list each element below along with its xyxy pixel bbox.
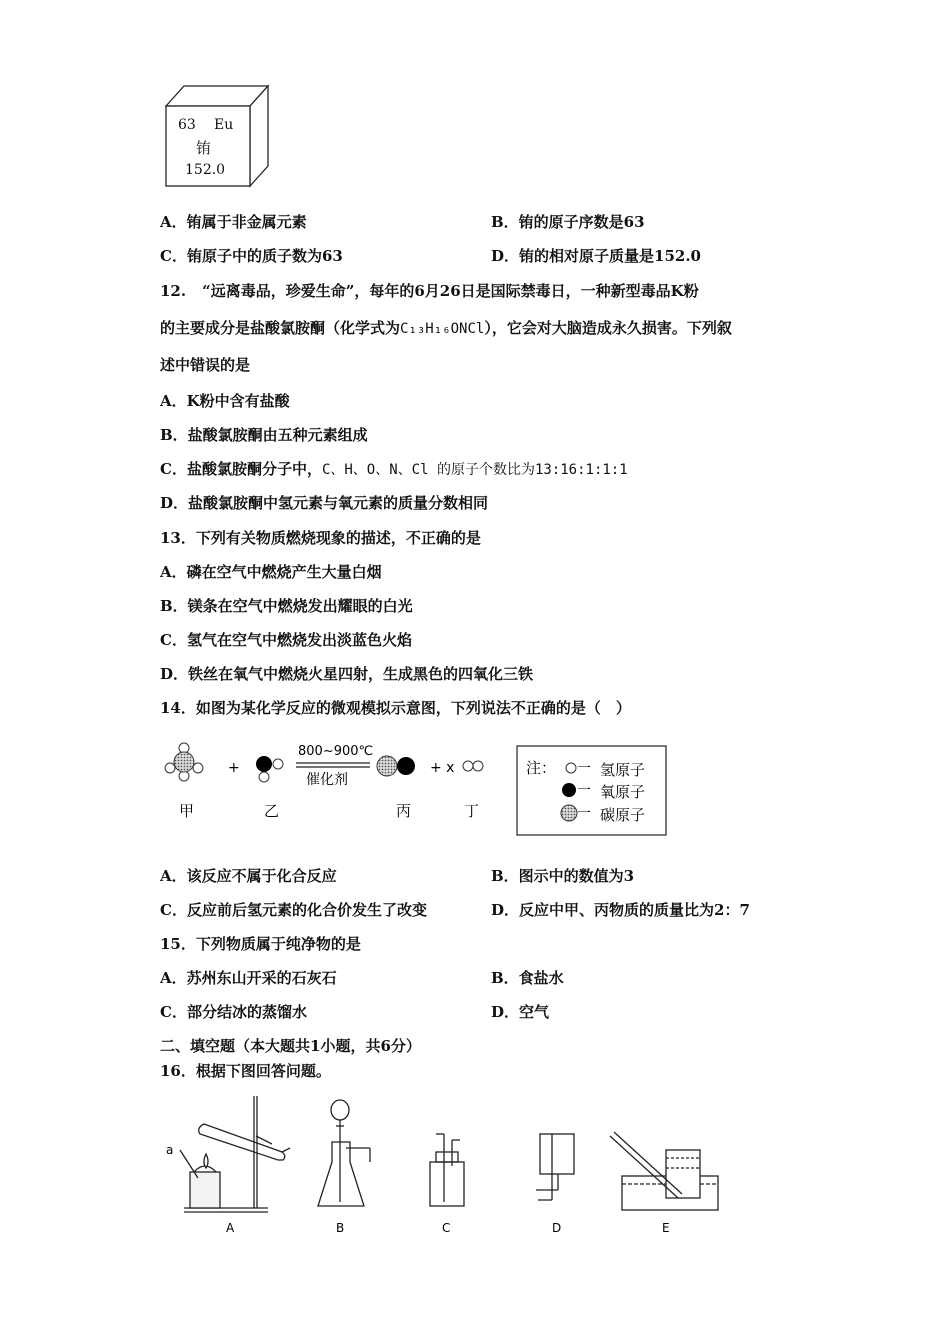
- x-coefficient: + x: [430, 760, 455, 776]
- apparatus-label-e: E: [662, 1221, 670, 1235]
- apparatus-label-b: B: [336, 1221, 345, 1235]
- legend-oxygen-icon: [562, 783, 576, 797]
- legend-dash-h: 一: [577, 761, 591, 777]
- legend-box: [517, 746, 666, 835]
- legend-carbon-icon: [561, 805, 577, 821]
- apparatus-label-a: A: [226, 1221, 235, 1235]
- section-heading: 二、填空题（本大题共1小题，共6分）: [160, 1037, 421, 1055]
- q14-option-c: C．反应前后氢元素的化合价发生了改变: [160, 901, 427, 919]
- reaction-diagram: [150, 732, 680, 842]
- label-a-lamp: a: [166, 1143, 174, 1157]
- q14-option-d: D．反应中甲、丙物质的质量比为2：7: [491, 901, 750, 919]
- apparatus-c: [430, 1134, 464, 1206]
- label-jia: 甲: [179, 802, 195, 820]
- apparatus-d: [536, 1134, 574, 1200]
- apparatus-label-c: C: [442, 1221, 451, 1235]
- q12-stem-line1: [160, 280, 699, 301]
- q13-option-c: C．氢气在空气中燃烧发出淡蓝色火焰: [160, 631, 412, 649]
- q12-stem-text1: “远离毒品，珍爱生命”，每年的6月26日是国际禁毒日，一种新型毒品K粉: [202, 282, 699, 300]
- q16-stem: 16．根据下图回答问题。: [160, 1062, 331, 1080]
- q11-option-a: A．铕属于非金属元素: [160, 213, 307, 231]
- element-number: 63: [178, 117, 196, 133]
- q14-option-b: B．图示中的数值为3: [491, 867, 635, 885]
- q14-stem: 14．如图为某化学反应的微观模拟示意图，下列说法不正确的是（ ）: [160, 699, 631, 717]
- legend-title: 注：: [526, 759, 557, 777]
- q12-option-c: [160, 458, 628, 479]
- q12-option-c-text: C．盐酸氯胺酮分子中，: [160, 460, 322, 478]
- legend-dash-o: 一: [577, 783, 591, 799]
- q13-option-b: B．镁条在空气中燃烧发出耀眼的白光: [160, 597, 413, 615]
- reaction-condition: 800~900℃: [298, 744, 374, 759]
- molecule-jia: [165, 743, 203, 781]
- reaction-catalyst: 催化剂: [306, 772, 348, 788]
- q15-option-a: A．苏州东山开采的石灰石: [160, 969, 337, 987]
- q11-option-d: D．铕的相对原子质量是152.0: [491, 247, 701, 265]
- apparatus-label-d: D: [552, 1221, 562, 1235]
- q12-stem-line2: [160, 317, 732, 338]
- q15-option-d: D．空气: [491, 1003, 550, 1021]
- q13-option-d: D．铁丝在氧气中燃烧火星四射，生成黑色的四氧化三铁: [160, 665, 534, 683]
- molecule-bing: [377, 756, 415, 776]
- q13-stem: 13．下列有关物质燃烧现象的描述，不正确的是: [160, 529, 481, 547]
- element-card: [160, 82, 272, 190]
- q12-stem-text2a: 的主要成分是盐酸氯胺酮（化学式为: [160, 319, 401, 337]
- legend-oxygen-label: 氧原子: [600, 783, 646, 801]
- q11-option-c: C．铕原子中的质子数为63: [160, 247, 343, 265]
- apparatus-b: [318, 1100, 370, 1206]
- label-ding: 丁: [464, 802, 480, 820]
- molecule-yi: [256, 756, 283, 782]
- q12-number: 12.: [160, 282, 187, 300]
- q12-option-a: A．K粉中含有盐酸: [160, 392, 290, 410]
- element-name: 铕: [196, 139, 212, 157]
- apparatus-a: [180, 1096, 290, 1212]
- q12-stem-text2b: ），它会对大脑造成永久损害。下列叙: [484, 319, 732, 337]
- q15-option-b: B．食盐水: [491, 969, 564, 987]
- legend-hydrogen-icon: [566, 763, 576, 773]
- label-bing: 丙: [396, 802, 412, 820]
- q11-option-b: B．铕的原子序数是63: [491, 213, 645, 231]
- q15-option-c: C．部分结冰的蒸馏水: [160, 1003, 307, 1021]
- label-yi: 乙: [264, 802, 280, 820]
- apparatus-figure: [160, 1090, 740, 1240]
- apparatus-e: [610, 1132, 718, 1210]
- plus-sign: +: [228, 760, 240, 776]
- element-symbol: Eu: [214, 117, 234, 133]
- q12-stem-line3: 述中错误的是: [160, 356, 251, 374]
- q14-option-a: A．该反应不属于化合反应: [160, 867, 337, 885]
- legend-hydrogen-label: 氢原子: [600, 761, 646, 779]
- q13-option-a: A．磷在空气中燃烧产生大量白烟: [160, 563, 382, 581]
- q12-option-b: B．盐酸氯胺酮由五种元素组成: [160, 426, 368, 444]
- legend-dash-c: 一: [577, 806, 591, 822]
- molecule-ding: [463, 761, 483, 771]
- q12-option-c-ratio: C、H、O、N、Cl 的原子个数比为13:16:1:1:1: [321, 462, 628, 478]
- q12-formula: C₁₃H₁₆ONCl: [400, 321, 485, 337]
- q12-option-d: D．盐酸氯胺酮中氢元素与氧元素的质量分数相同: [160, 494, 489, 512]
- legend-carbon-label: 碳原子: [600, 806, 646, 824]
- element-mass: 152.0: [185, 162, 226, 178]
- q15-stem: 15．下列物质属于纯净物的是: [160, 935, 361, 953]
